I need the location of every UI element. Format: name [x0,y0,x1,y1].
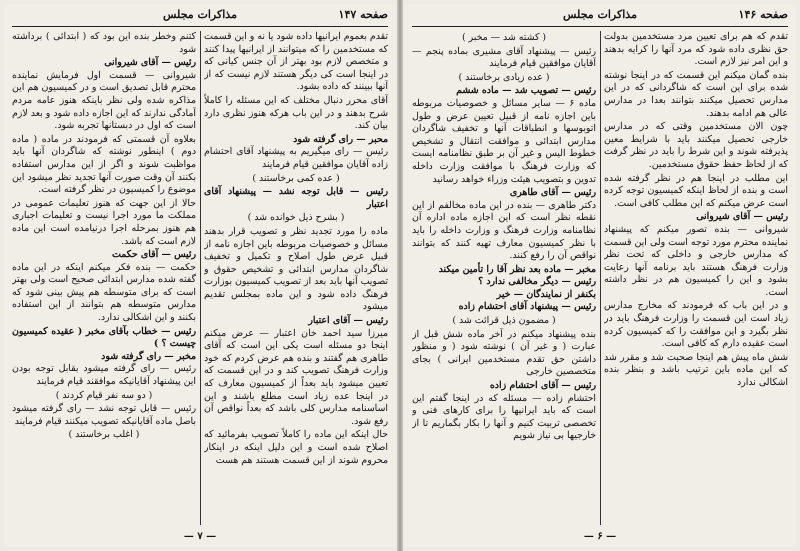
paragraph: تقدم بعموم ایرانیها داده شود یا نه و این قسمت که مستخدمین را که میتوانند از ایرانیها پیدا کنند و متخصص لازم بود بهتر از آن جنس کیانی که در اینجا است کی دیگر هستند لازم نیست که از آنها ببینند که داده بشود. [204,31,388,93]
paragraph: و در این باب که فرمودند که مخارج مدارس زیاد است این قسمت را وزارت فرهنگ باید در نظر بگیرد و این موافقت را که کمیسیون کرده است عقیده دارم که کافی است. [604,300,788,350]
right-page [404,4,796,547]
paragraph: ماده ۶ — سایر مسائل و خصوصیات مربوطه باین اجازه نامه از قبیل تعیین عرض و طول اتوبوسها و انطباقات آنها و تخفیف شاگردان مدارس ابتدائی و موافقت انتقال و تشخیص خطوط الیس و غیر آن بر طبق نظامنامه ایست که وزارت فرهنگ با موافقت وزارت داخله تدوین و بتصویب هیئت وزراء خواهد رسانید [412,97,596,185]
paragraph: رئیس — پیشنهاد آقای مشیری بماده پنجم — آقایان موافقین قیام فرمایند [412,45,596,70]
speaker-line: رئیس — آقای احتشام زاده [489,380,596,392]
speaker-line: رئیس — دیگر مخالفی ندارد ؟ [478,276,596,288]
paragraph: آقای محرر دنبال مختلف که این مسئله را کاملاً شرح بدهند و در این باب هرکه هنوز نظری دارد بیان کند. [204,94,388,132]
paragraph: حال اینکه این ماده را کاملاً تصویب بفرمائید که اصلاح شده است و این دلیل اینکه در اینکار محروم شوند از این قسمت هستند هم هست [204,429,388,466]
paragraph: کتنم وخطر بنده این بود که ( ابتدائی ) برداشته شود [12,31,196,55]
reading-note: ( مضمون ذیل قرائت شد ) [452,315,556,327]
paragraph: دکتر طاهری — بنده در این ماده مخالفم از این نقطه نظر است که این اجازه ماده اداره آن نظامنامه وزارت فرهنگ و وزارت داخله را باید با نظر کمیسیون معارف تهیه کنند که بتوانند نواقص آن را رفع کنند. [412,199,596,262]
paragraph: بنده گمان میکنم این قسمت که در اینجا نوشته شده برای این است که شاگردانی که در این مدارس تحصیل میکنند بتوانند بعدا در مدارس عالی هم ادامه بدهند. [604,69,788,119]
speaker-line: رئیس — آقای اعتبار [308,315,388,327]
paragraph: چون الان مستخدمین وقتی که در مدارس خارجی تحصیل میکنند باید با شرایط معین پذیرفته شوند و این شرط را باید در نظر گرفت که از لحاظ حفظ حقوق مستخدمین. [604,121,788,170]
paragraph: شش ماه پیش هم اینجا صحبت شد و مقرر شد که این ماده باین ترتیب باشد و بنظر بنده اشکالی ندارد [604,351,788,389]
vote-result: ( عده زیادی برخاستند ) [458,71,550,83]
column-divider [200,31,201,525]
paragraph: این مطلب در اینجا هم در نظر گرفته شده است و بنده از لحاظ اینکه کمیسیون توجه کرده است عرض میکنم که این مطلب کافی است. [604,172,788,209]
paragraph: بعلاوه آن قسمتی که فرمودند در ماده ( ماده دوم ) اینطور نوشته که شاگردان آنها باید مواظبت شوند و اگر از این مدارس استفاده بکنند آن وقت صورت آنها تجدید نظر میشود این موضوع را کمیسیون در نظر گرفته است. [12,133,196,196]
vote-result: ( دو سه نفر قیام کردند ) [55,389,153,401]
right-page-footer: — ۶ — [583,531,617,542]
vote-result: ( اغلب برخاستند ) [68,429,140,441]
book-gutter [397,0,403,551]
paragraph: میرزا سید احمد خان اعتبار — عرض میکنم اینجا دو مسئله است یکی این است که آقای طاهری هم گفتند و بنده هم عرض کردم که خود وزارت فرهنگ تصویب کند و در این قسمت که تعیین میشود باید بعداً از کمیسیون معارف که در اینجا عده زیاد است مطلع باشند و این اساسنامه مدارس کلی باشد که بعداً نواقص آن رفع شود. [204,327,388,427]
paragraph: شیروانی — قسمت اول فرمایش نماینده محترم قابل تصدیق است و در کمیسیون هم این مذاکره شده ولی نظر باینکه هنوز عامه مردم آمادگی ندارند که این اجازه داده شود و بعد لازم است که اول در دبستانها تجربه شود. [12,69,196,132]
speaker-line: رئیس — آقای شیروانی [104,57,196,69]
left-page-title: مذاکرات مجلس [163,8,237,21]
paragraph: شیروانی — بنده تصور میکنم که پیشنهاد نماینده محترم مورد توجه است ولی این قسمت که مدارس خارجی و داخلی که تحت نظر وزارت فرهنگ هستند باید برنامه آنها رعایت بشود و این را کمیسیون هم در نظر داشته است. [604,223,788,298]
reading-note: ( کشته شد — مخبر ) [461,32,547,43]
paragraph: رئیس — رای میگیریم به پیشنهاد آقای احتشام زاده آقایان موافقین قیام فرمایند [204,146,388,170]
left-page-header [12,8,388,24]
left-page-number: صفحه ۱۴۷ [338,8,388,21]
speaker-line: مخبر — ماده بعد نظر آقا را تأمین میکند [438,263,596,275]
paragraph: حالا از این جهت که هنوز تعلیمات عمومی در مملکت ما مورد اجرا نیست و تعلیمات اجباری هم هنوز بمرحله اجرا درنیامده است این ماده لازم است که باشد. [12,197,196,247]
right-header-rule [412,26,788,27]
paragraph: رئیس — رای گرفته میشود بقابل توجه بودن این پیشنهاد آقایانیکه موافقند قیام فرمایند [12,363,196,388]
speaker-line: رئیس — تصویب شد — ماده ششم [456,85,596,97]
speaker-line: رئیس — آقای شیروانی [696,211,788,223]
speaker-line: محبر — رای گرفته شود [293,133,388,145]
left-page-left-column [12,31,196,525]
speaker-line: رئیس — پیشنهاد آقای احتشام زاده [458,301,596,313]
left-header-rule [12,26,388,27]
column-divider [600,31,601,525]
speaker-line: رئیس — قابل توجه نشد — پیشنهاد آقای اعتبار [204,186,388,210]
speaker-line: رئیس — آقای حکمت [112,249,196,261]
right-page-header [412,8,788,24]
reading-note: ( بشرح ذیل خوانده شد ) [247,212,345,224]
vote-result: ( عده کمی برخاستند ) [252,172,340,184]
left-page-right-column [204,31,388,525]
left-page-footer: — ۷ — [183,531,217,542]
paragraph: تقدم که هم برای تعیین مرد مستخدمین بدولت حق نظری داده شود که مرد آنها را کرایه بدهند و این امر نیز لازم است. [604,31,788,68]
paragraph: حکمت — بنده فکر میکنم اینکه در این ماده گفته شده مدارس ابتدائی صحیح است ولی بهتر است که برای متوسطه هم پیش بینی شود که مدارس متوسطه هم بتوانند از این استفاده بکنند و این اشکالی ندارد. [12,261,196,324]
right-page-right-column [604,31,788,525]
speaker-line: مخبر — رای گرفته شود [101,350,196,362]
paragraph: احتشام زاده — مسئله که در اینجا گفتم این است که باید ایرانیها را برای کارهای فنی و تخصصی تربیت کنیم و آنها را بکار بگماریم تا از خارجیها بی نیاز شویم [412,392,596,442]
paragraph: ماده را مورد تجدید نظر و تصویب قرار بدهند مسائل و خصوصیات مربوطه باین اجازه نامه از قبیل عرض طول اصلاح و تکمیل و تخفیف شاگردان مدارس ابتدائی و تشخیص حقوق و تصویب آنها باید بعد از تصویب کمیسیون بوزارت فرهنگ داده شود و این ماده بمجلس تقدیم میشود [204,225,388,313]
right-page-left-column [412,31,596,525]
paragraph: بنده پیشنهاد میکنم در آخر ماده شش قبل از عبارت ( و غیر آن ) نوشته شود ( و منظور داشتن حق تقدم مستخدمین ایرانی ) بجای متخصصین خارجی [412,328,596,378]
paragraph: رئیس — قابل توجه نشد — رای گرفته میشود باصل ماده آقایانیکه تصویب میکنند قیام فرمایند [12,403,196,427]
left-page [4,4,396,547]
speaker-line: رئیس — آقای طاهری [509,187,596,199]
speaker-line: بکنفر از نمایندگان — خیر [496,288,596,300]
speaker-line: رئیس — خطاب بآقای مخبر ( عقیده کمیسیون چیست ؟ ) [12,325,196,350]
right-page-title: مذاکرات مجلس [563,8,637,21]
right-page-number: صفحه ۱۴۶ [738,8,788,21]
